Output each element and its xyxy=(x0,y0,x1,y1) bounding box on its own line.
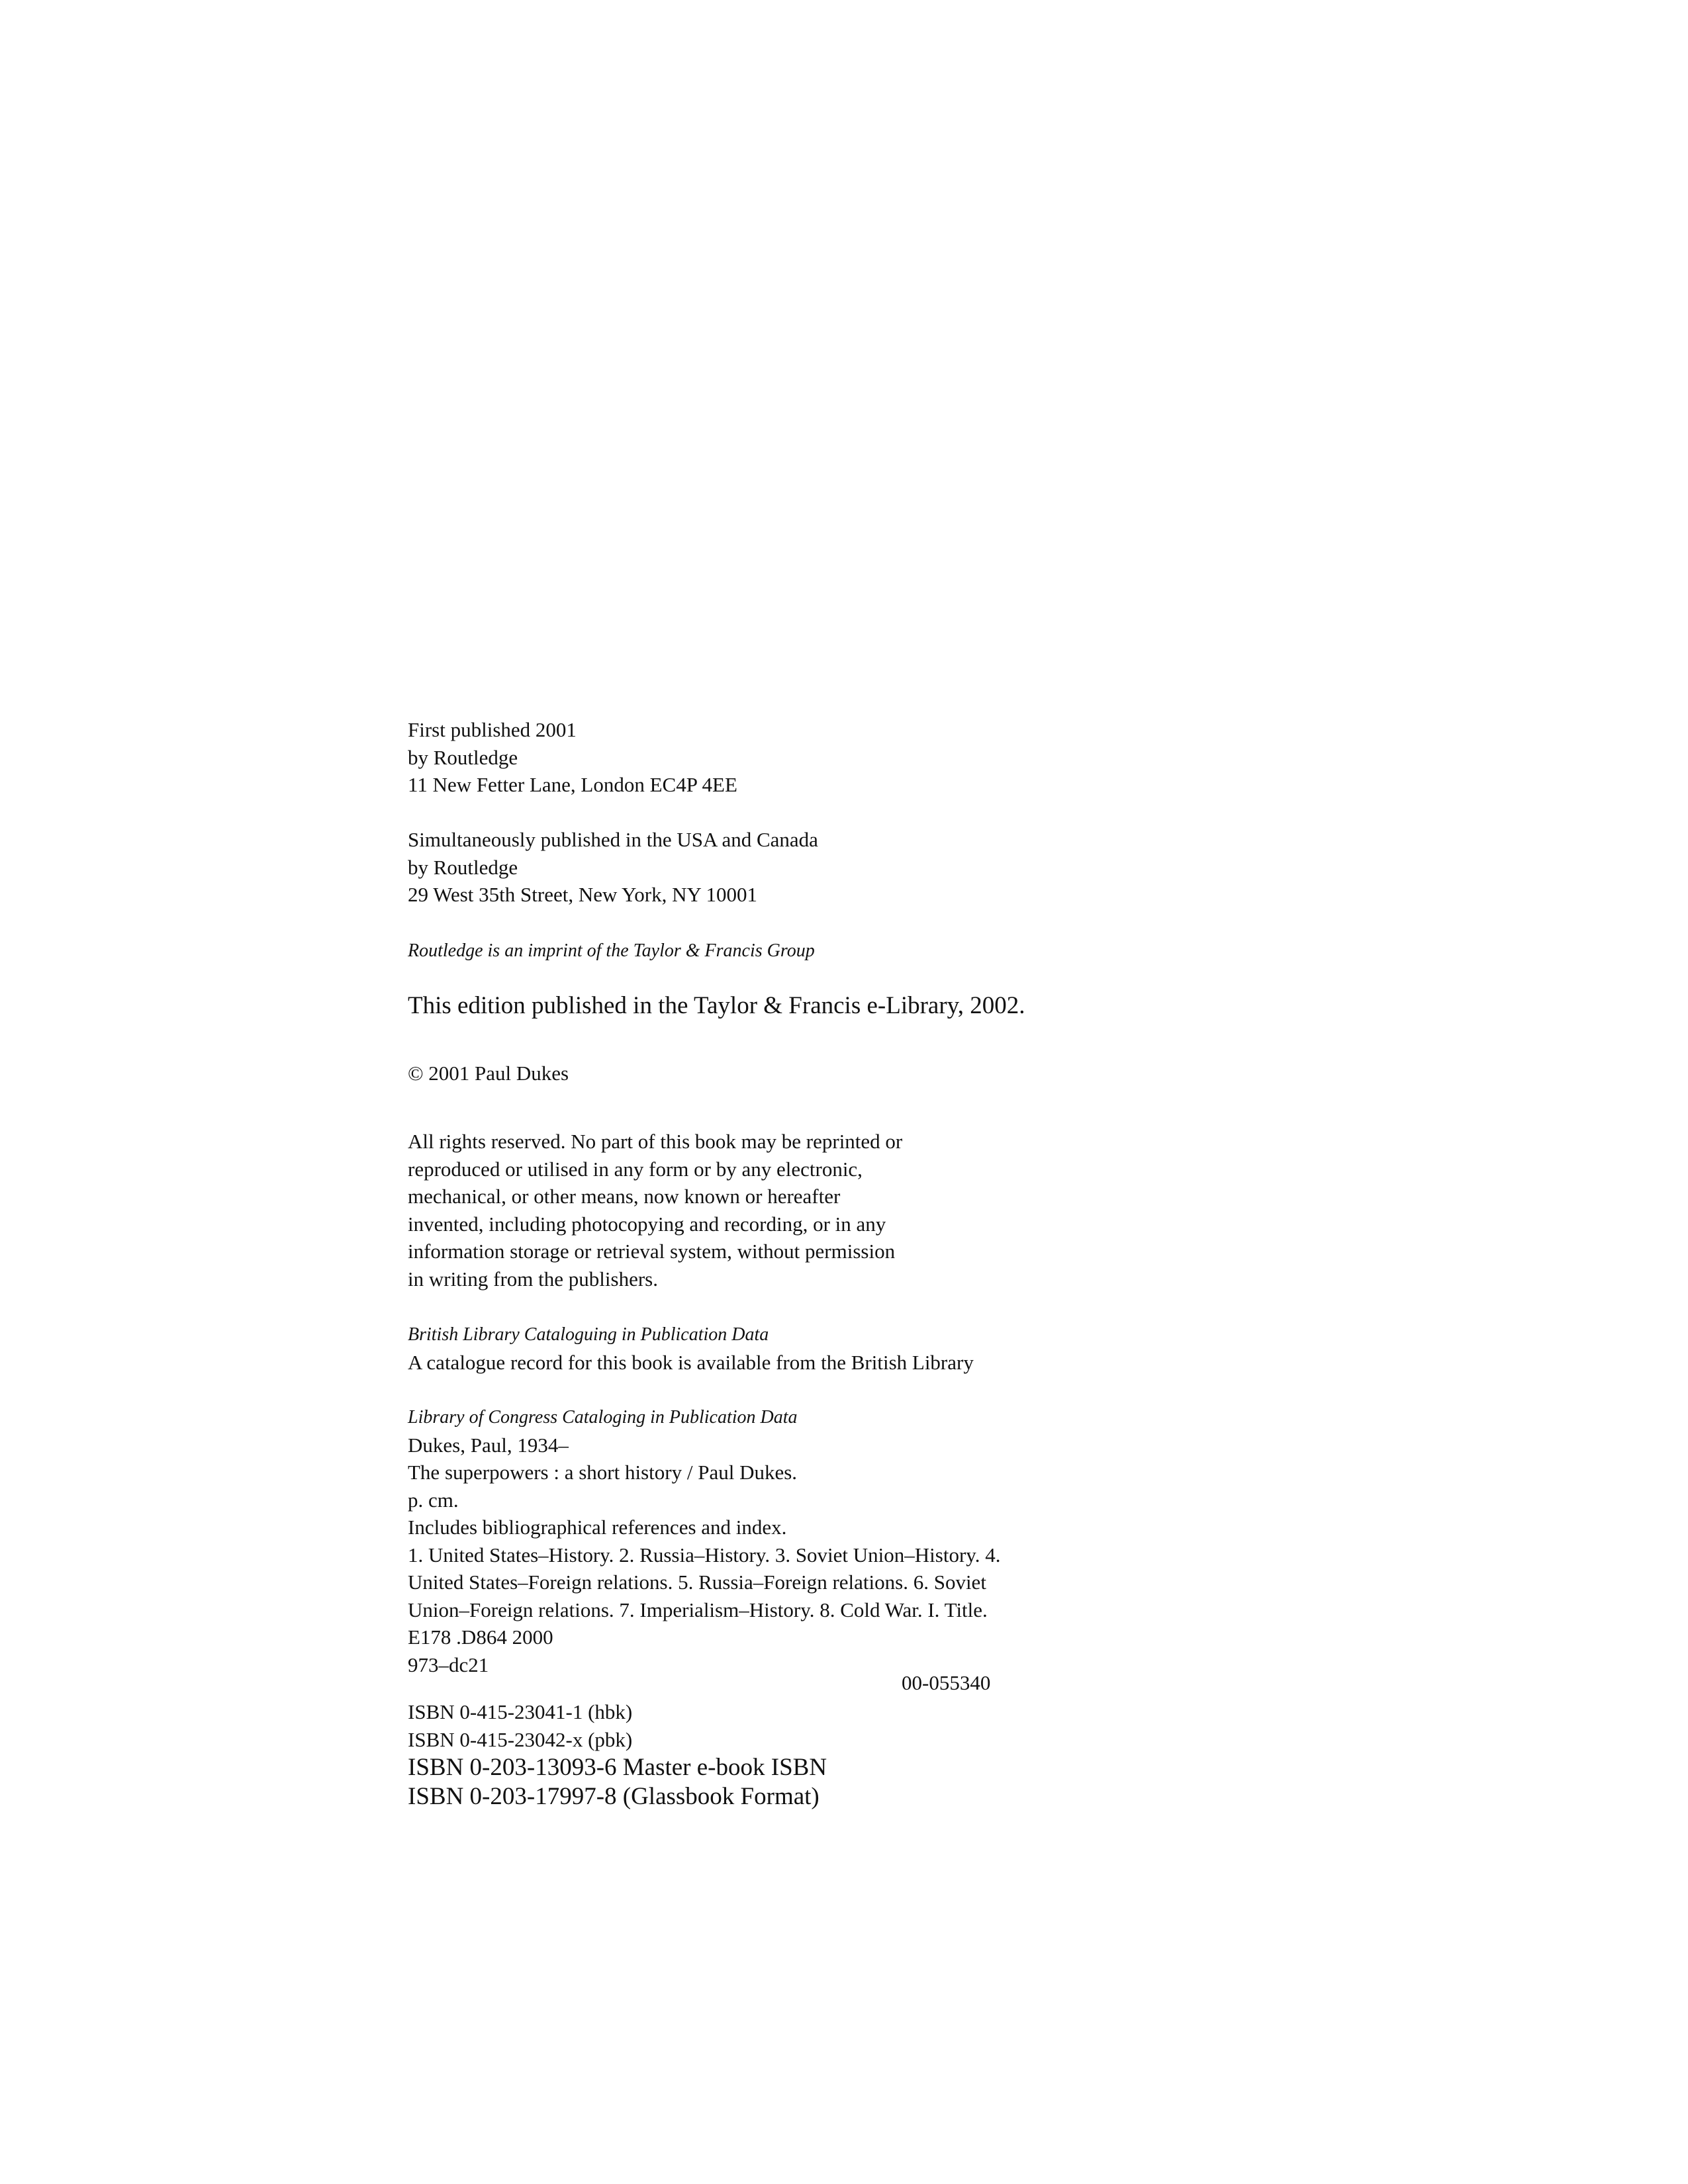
british-library-heading: British Library Cataloguing in Publication Data xyxy=(408,1324,769,1345)
uk-imprint xyxy=(408,716,1136,799)
rights-line: in writing from the publishers. xyxy=(408,1267,658,1291)
library-of-congress-block xyxy=(408,1404,1136,1678)
rights-line: invented, including photocopying and recording, or in any xyxy=(408,1212,886,1236)
copyright-notice: © 2001 Paul Dukes xyxy=(408,1062,569,1085)
isbn-glassbook: ISBN 0-203-17997-8 (Glassbook Format) xyxy=(408,1783,820,1810)
loc-line: p. cm. xyxy=(408,1488,459,1512)
loc-line: Includes bibliographical references and index. xyxy=(408,1516,787,1539)
copyright-block xyxy=(408,1060,1136,1087)
publisher-us: by Routledge xyxy=(408,855,518,879)
rights-line: mechanical, or other means, now known or hereafter xyxy=(408,1185,841,1208)
isbn-pbk: ISBN 0-415-23042-x (pbk) xyxy=(408,1727,633,1751)
publisher-uk: by Routledge xyxy=(408,745,518,769)
address-us: 29 West 35th Street, New York, NY 10001 xyxy=(408,883,757,906)
loc-control-number: 00-055340 xyxy=(902,1671,991,1694)
loc-line: Union–Foreign relations. 7. Imperialism–History. 8. Cold War. I. Title. xyxy=(408,1598,988,1621)
loc-line: The superpowers : a short history / Paul Dukes. xyxy=(408,1461,798,1484)
isbn-master-ebook: ISBN 0-203-13093-6 Master e-book ISBN xyxy=(408,1754,827,1781)
imprint-note-block xyxy=(408,937,1136,965)
british-library-text: A catalogue record for this book is available from the British Library xyxy=(408,1350,974,1374)
ebook-edition-block xyxy=(408,991,1136,1021)
rights-line: reproduced or utilised in any form or by any electronic, xyxy=(408,1157,863,1181)
ebook-edition: This edition published in the Taylor & Francis e-Library, 2002. xyxy=(408,992,1025,1019)
us-imprint xyxy=(408,826,1136,909)
loc-line: United States–Foreign relations. 5. Russia–Foreign relations. 6. Soviet xyxy=(408,1570,986,1594)
rights-line: All rights reserved. No part of this book may be reprinted or xyxy=(408,1130,903,1153)
loc-line: 1. United States–History. 2. Russia–History. 3. Soviet Union–History. 4. xyxy=(408,1543,1001,1567)
address-uk: 11 New Fetter Lane, London EC4P 4EE xyxy=(408,773,737,796)
first-published: First published 2001 xyxy=(408,718,577,741)
loc-line: E178 .D864 2000 xyxy=(408,1625,553,1649)
loc-line: 973–dc21 xyxy=(408,1653,489,1676)
loc-heading: Library of Congress Cataloging in Publication Data xyxy=(408,1407,798,1428)
simultaneous-publication: Simultaneously published in the USA and Canada xyxy=(408,828,818,851)
british-library-block xyxy=(408,1321,1136,1376)
imprint-note: Routledge is an imprint of the Taylor & Francis Group xyxy=(408,940,815,961)
loc-line: Dukes, Paul, 1934– xyxy=(408,1433,569,1457)
rights-statement xyxy=(408,1128,1136,1293)
isbn-block xyxy=(408,1698,1136,1811)
isbn-hbk: ISBN 0-415-23041-1 (hbk) xyxy=(408,1700,633,1723)
rights-line: information storage or retrieval system, without permission xyxy=(408,1240,896,1263)
